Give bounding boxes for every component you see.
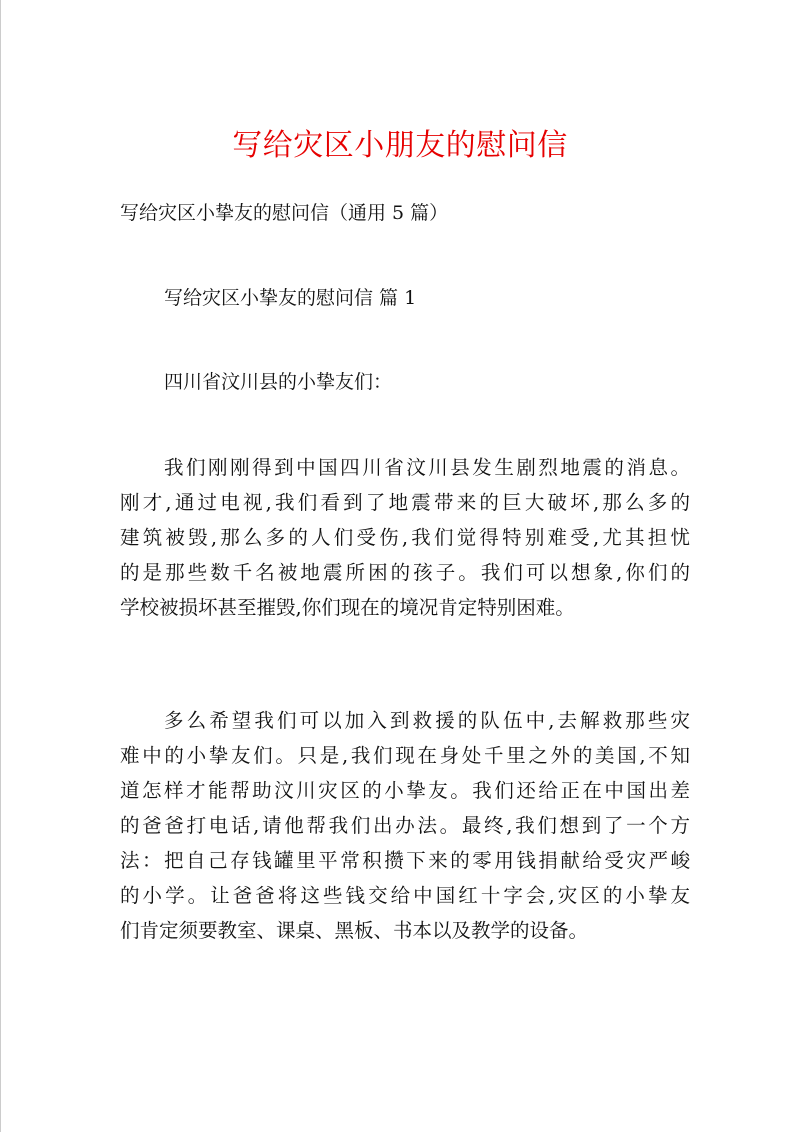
paragraph-line: 法：把自己存钱罐里平常积攒下来的零用钱捐献给受灾严峻 — [120, 849, 690, 872]
paragraph-line: 学校被损坏甚至摧毁,你们现在的境况肯定特别困难。 — [120, 596, 575, 619]
paragraph-line: 难中的小挚友们。只是,我们现在身处千里之外的美国,不知 — [120, 744, 690, 767]
letter-salutation: 四川省汶川县的小挚友们： — [164, 371, 393, 393]
document-subtitle: 写给灾区小挚友的慰问信（通用 5 篇） — [120, 202, 449, 224]
body-paragraph-1 — [120, 450, 690, 625]
paragraph-line: 的爸爸打电话,请他帮我们出办法。最终,我们想到了一个方 — [120, 814, 690, 837]
page-left-border — [0, 0, 1, 1132]
paragraph-line: 道怎样才能帮助汶川灾区的小挚友。我们还给正在中国出差 — [120, 779, 690, 802]
paragraph-line: 的小学。让爸爸将这些钱交给中国红十字会,灾区的小挚友 — [120, 884, 690, 907]
paragraph-line: 刚才,通过电视,我们看到了地震带来的巨大破坏,那么多的 — [120, 491, 690, 514]
paragraph-line: 我们刚刚得到中国四川省汶川县发生剧烈地震的消息。 — [164, 456, 690, 479]
paragraph-line: 的是那些数千名被地震所困的孩子。我们可以想象,你们的 — [120, 561, 690, 584]
body-paragraph-2 — [120, 703, 690, 948]
letter-heading: 写给灾区小挚友的慰问信 篇 1 — [164, 287, 417, 309]
document-title: 写给灾区小朋友的慰问信 — [232, 128, 568, 163]
paragraph-line: 们肯定须要教室、课桌、黑板、书本以及教学的设备。 — [120, 919, 589, 942]
paragraph-line: 建筑被毁,那么多的人们受伤,我们觉得特别难受,尤其担忧 — [120, 526, 690, 549]
paragraph-line: 多么希望我们可以加入到救援的队伍中,去解救那些灾 — [164, 709, 690, 732]
